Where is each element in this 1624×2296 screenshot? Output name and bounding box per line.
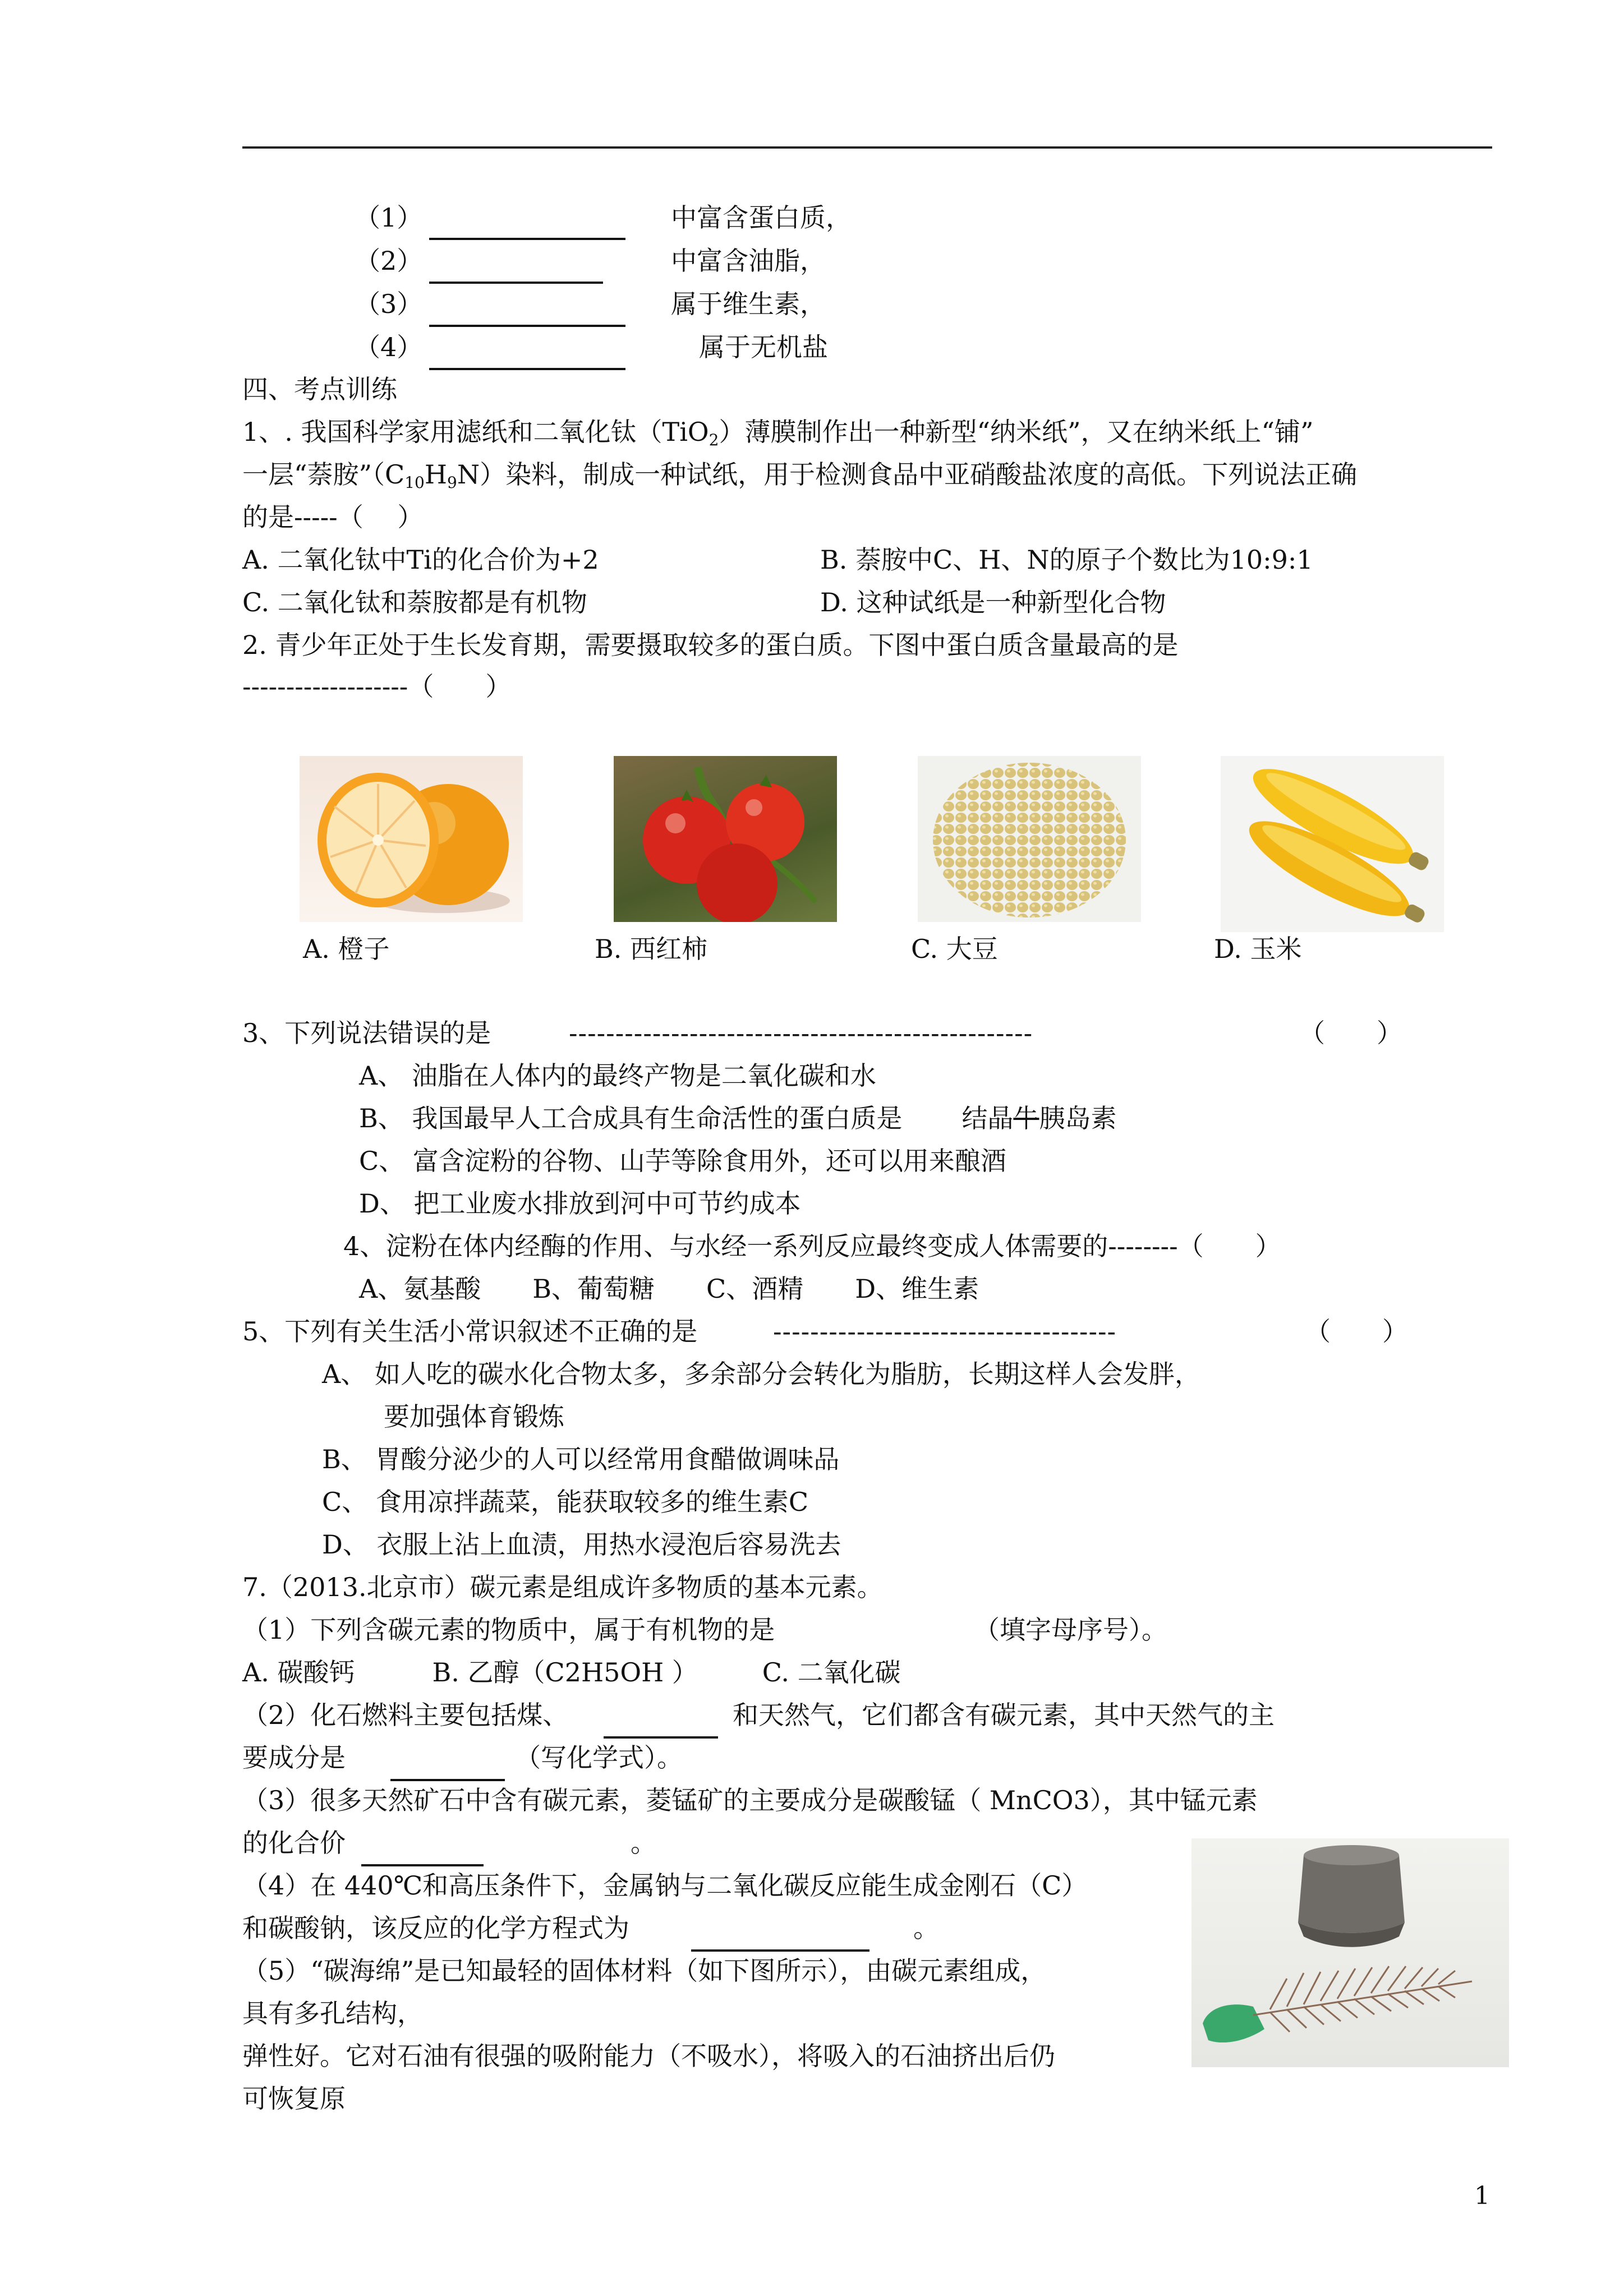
q7-part5-d: 可恢复原 [242,2083,346,2114]
q7-part2-c: 要成分是 [242,1742,346,1773]
q3-option-c[interactable]: C、 富含淀粉的谷物、山芋等除食用外，还可以用来酿酒 [359,1146,1006,1176]
q7-part2-a: （2）化石燃料主要包括煤、 [242,1700,569,1730]
section-title: 四、考点训练 [242,374,397,404]
q2-line2: -------------------（ ） [242,671,512,702]
fill-item-2: （2） [355,246,423,276]
q7-part2-b: 和天然气，它们都含有碳元素，其中天然气的主 [733,1700,1275,1730]
blank-3[interactable] [429,299,625,327]
q3-answer-paren[interactable]: （ ） [1299,1018,1402,1048]
tomato-image [614,756,837,922]
q7-part4-b: 和碳酸钠，该反应的化学方程式为 [242,1913,629,1943]
q7-part5-b: 具有多孔结构， [242,1998,423,2028]
q5-option-a[interactable]: A、 如人吃的碳水化合物太多，多余部分会转化为脂肪，长期这样人会发胖， [322,1359,1200,1389]
q3-option-b[interactable]: B、 我国最早人工合成具有生命活性的蛋白质是 结晶牛胰岛素 [359,1103,1117,1133]
q7-blank-equation[interactable] [691,1924,869,1952]
q5-dashes: ------------------------------------- [773,1316,1117,1347]
q5-stem: 5、下列有关生活小常识叙述不正确的是 [242,1316,698,1347]
blank-2[interactable] [429,256,603,284]
fill-item-4: （4） [355,332,423,362]
q7-part1-tail: （填字母序号）。 [974,1615,1167,1645]
q5-answer-paren[interactable]: （ ） [1305,1316,1408,1347]
fill-item-1-text: 中富含蛋白质， [671,202,852,233]
q7-part4-c: 。 [913,1913,939,1943]
q1-option-c[interactable]: C. 二氧化钛和萘胺都是有机物 [242,587,587,617]
q7-blank-formula[interactable] [390,1753,505,1781]
q7-blank-fuel[interactable] [604,1711,718,1739]
q1-line1: 1、. 我国科学家用滤纸和二氧化钛（TiO$_2$）薄膜制作出一种新型“纳米纸”，又在纳米纸上“铺” [242,417,1314,449]
fill-item-3: （3） [355,289,423,319]
q4-stem: 4、淀粉在体内经酶的作用、与水经一系列反应最终变成人体需要的--------（ ） [343,1231,1281,1261]
q5-option-d[interactable]: D、 衣服上沾上血渍，用热水浸泡后容易洗去 [322,1529,841,1560]
soybean-image [918,756,1141,922]
q7-stem: 7.（2013.北京市）碳元素是组成许多物质的基本元素。 [242,1572,883,1602]
q3-stem: 3、下列说法错误的是 [242,1018,491,1048]
q1-line2: 一层“萘胺$”(C_{10}H_9N)$染料，制成一种试纸，用于检测食品中亚硝酸盐浓度的高低。下列说法正确 [242,459,1358,492]
q7-part1: （1）下列含碳元素的物质中，属于有机物的是 [242,1615,775,1645]
q1-option-d[interactable]: D. 这种试纸是一种新型化合物 [820,587,1166,617]
orange-image [300,756,523,922]
q2-option-b[interactable]: B. 西红柿 [595,934,708,964]
q3-dashes: -------------------------------------------------- [569,1018,1033,1048]
header-rule [242,146,1492,149]
q1-option-b[interactable]: B. 萘胺中C、H、N的原子个数比为10:9:1 [820,545,1313,575]
q7-blank-valence[interactable] [361,1838,484,1866]
q1-option-a[interactable]: A. 二氧化钛中Ti的化合价为+2 [242,545,599,575]
q2-option-d[interactable]: D. 玉米 [1214,934,1302,964]
q3-option-d[interactable]: D、 把工业废水排放到河中可节约成本 [359,1188,801,1219]
q5-option-b[interactable]: B、 胃酸分泌少的人可以经常用食醋做调味品 [322,1444,840,1474]
q7-part5-a: （5）“碳海绵”是已知最轻的固体材料（如下图所示），由碳元素组成， [242,1956,1047,1986]
corn-image [1221,756,1444,932]
carbon-sponge-image [1191,1838,1509,2067]
blank-4[interactable] [429,342,625,370]
fill-item-2-text: 中富含油脂， [671,246,826,276]
q7-part3-a: （3）很多天然矿石中含有碳元素，菱锰矿的主要成分是碳酸锰（ MnCO3），其中锰元素 [242,1785,1258,1815]
fill-item-4-text: 属于无机盐 [699,332,828,362]
fill-item-1: （1） [355,202,423,233]
q7-part1-options[interactable]: A. 碳酸钙 B. 乙醇（C2H5OH ） C. 二氧化碳 [242,1657,901,1688]
q4-options[interactable]: A、氨基酸 B、葡萄糖 C、酒精 D、维生素 [359,1274,979,1304]
page-number: 1 [1474,2182,1490,2210]
q5-option-c[interactable]: C、 食用凉拌蔬菜，能获取较多的维生素C [322,1487,809,1517]
q5-option-a-cont: 要加强体育锻炼 [384,1401,564,1432]
q3-option-a[interactable]: A、 油脂在人体内的最终产物是二氧化碳和水 [359,1061,876,1091]
q7-part5-c: 弹性好。它对石油有很强的吸附能力（不吸水），将吸入的石油挤出后仍 [242,2041,1055,2071]
q7-part2-d: （写化学式）。 [515,1742,683,1773]
q1-line3: 的是-----（ ） [242,502,424,532]
q7-part3-b: 的化合价 [242,1828,346,1858]
q7-part4-a: （4）在 440℃和高压条件下，金属钠与二氧化碳反应能生成金刚石（C） [242,1870,1088,1901]
q7-part3-c: 。 [631,1828,656,1858]
q2-option-c[interactable]: C. 大豆 [911,934,998,964]
q2-line1: 2. 青少年正处于生长发育期，需要摄取较多的蛋白质。下图中蛋白质含量最高的是 [242,630,1179,660]
q2-option-a[interactable]: A. 橙子 [303,934,390,964]
blank-1[interactable] [429,212,625,240]
fill-item-3-text: 属于维生素， [671,289,826,319]
